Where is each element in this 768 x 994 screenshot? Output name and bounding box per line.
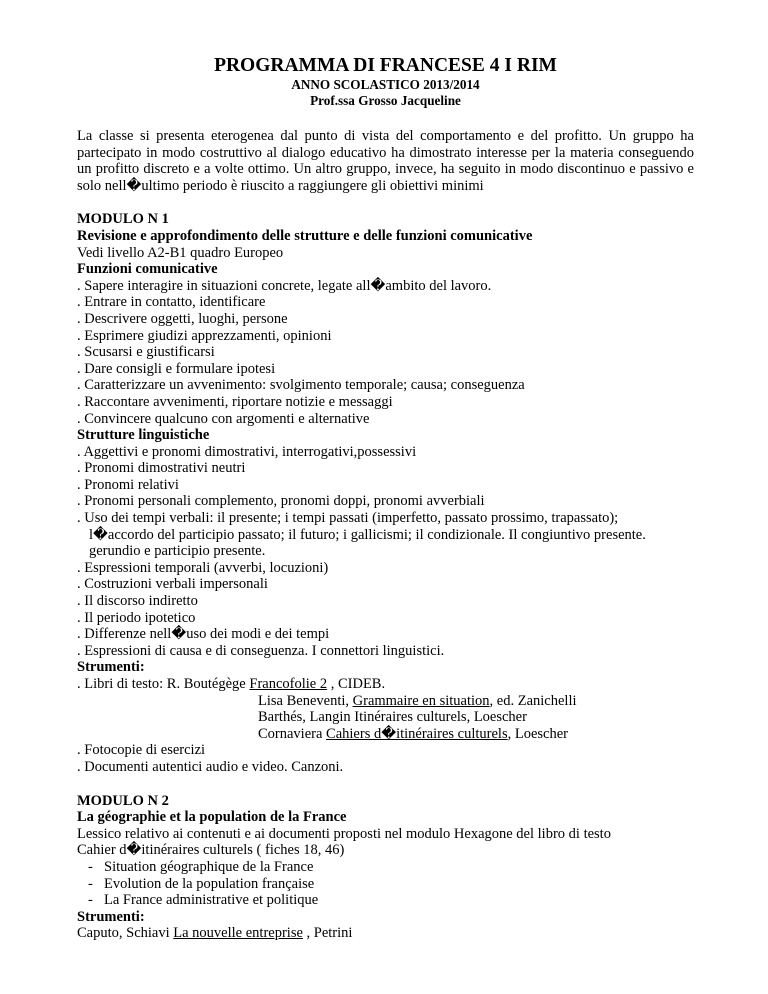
funzioni-list [77, 278, 694, 427]
textbook-entry [77, 925, 694, 942]
module-2-description: Cahier d�itinéraires culturels ( fiches 18, 46) [77, 842, 345, 859]
textbook-prefix: . Libri di testo: R. Boutégège [77, 676, 250, 692]
textbook-author: Barthés, Langin Itinéraires culturels, Loescher [258, 709, 527, 726]
list-item: . Descrivere oggetti, luoghi, persone [77, 310, 288, 327]
topic-text: Evolution de la population française [104, 875, 315, 892]
list-item: . Fotocopie di esercizi [77, 742, 206, 759]
list-item: . Pronomi personali complemento, pronomi doppi, pronomi avverbiali [77, 493, 485, 510]
textbook-entry [77, 726, 694, 743]
textbook-author: Cornaviera [258, 725, 327, 742]
textbook-list [77, 676, 694, 776]
module-1 [77, 211, 694, 775]
list-item: . Entrare in contatto, identificare [77, 294, 266, 311]
textbook-entry [77, 693, 694, 710]
list-item: . Documenti autentici audio e video. Canzoni. [77, 758, 344, 775]
textbook-publisher: , Petrini [302, 925, 353, 942]
dash-bullet: - [88, 892, 93, 909]
strumenti-heading: Strumenti: [77, 659, 145, 676]
topics-list [77, 859, 694, 909]
list-item: . Aggettivi e pronomi dimostrativi, interrogativi,possessivi [77, 443, 417, 460]
list-item: . Il periodo ipotetico [77, 609, 196, 626]
document-title: PROGRAMMA DI FRANCESE 4 I RIM [214, 55, 557, 76]
module-2-heading: MODULO N 2 [77, 792, 169, 809]
topic-text: La France administrative et politique [104, 892, 319, 909]
list-item [77, 892, 694, 909]
list-item [77, 859, 694, 876]
textbook-author: Caputo, Schiavi [77, 925, 174, 942]
textbook-entry [77, 709, 694, 726]
funzioni-heading: Funzioni comunicative [77, 261, 218, 278]
list-item: . Caratterizzare un avvenimento: svolgimento temporale; causa; conseguenza [77, 377, 525, 394]
list-item: . Esprimere giudizi apprezzamenti, opinioni [77, 327, 332, 344]
list-item: . Espressioni di causa e di conseguenza. I connettori linguistici. [77, 642, 445, 659]
module-1-level: Vedi livello A2-B1 quadro Europeo [77, 244, 284, 261]
list-item: . Espressioni temporali (avverbi, locuzioni) [77, 559, 329, 576]
module-1-heading: MODULO N 1 [77, 211, 169, 228]
list-item: . Pronomi dimostrativi neutri [77, 460, 246, 477]
module-2 [77, 793, 694, 942]
strutture-list [77, 444, 694, 660]
topic-text: Situation géographique de la France [104, 858, 314, 875]
strumenti-heading: Strumenti: [77, 908, 145, 925]
textbook-publisher: , ed. Zanichelli [489, 692, 577, 709]
textbook-author: Lisa Beneventi, [258, 692, 353, 709]
dash-bullet: - [88, 875, 93, 892]
list-item [77, 876, 694, 893]
module-2-subheading: La géographie et la population de la France [77, 809, 347, 826]
textbook-publisher: , Loescher [507, 725, 568, 742]
school-year: ANNO SCOLASTICO 2013/2014 [291, 77, 480, 92]
module-1-subheading: Revisione e approfondimento delle strutture e delle funzioni comunicative [77, 227, 533, 244]
textbook-title: Grammaire en situation [352, 692, 490, 709]
textbook-publisher: , CIDEB. [327, 676, 386, 692]
list-item-continuation: l�accordo del participio passato; il futuro; i gallicismi; il condizionale. Il congiuntivo presente. [89, 526, 646, 543]
document-page [77, 55, 694, 942]
list-item: . Convincere qualcuno con argomenti e alternative [77, 410, 370, 427]
list-item: . Pronomi relativi [77, 476, 179, 493]
teacher-name: Prof.ssa Grosso Jacqueline [310, 93, 461, 108]
textbook-title: Cahiers d�itinéraires culturels [326, 725, 508, 742]
module-2-description: Lessico relativo ai contenuti e ai documenti proposti nel modulo Hexagone del libro di testo [77, 825, 611, 842]
textbook-title: Francofolie 2 [249, 676, 328, 692]
intro-paragraph: La classe si presenta eterogenea dal punto di vista del comportamento e del profitto. Un gruppo ha partecipato in modo costruttivo al dialogo educativo ha dimostrato interesse per la materia conseguendo un profitto discreto e a volte ottimo. Un altro gruppo, invece, ha seguito in modo discontinuo e passivo e solo nell�ultimo periodo è riuscito a raggiungere gli obiettivi minimi [77, 128, 694, 194]
textbook-title: La nouvelle entreprise [173, 925, 303, 942]
list-item: . Scusarsi e giustificarsi [77, 344, 215, 361]
list-item: . Uso dei tempi verbali: il presente; i tempi passati (imperfetto, passato prossimo, trapassato); [77, 510, 619, 527]
list-item-continuation: gerundio e participio presente. [89, 543, 266, 560]
list-item: . Dare consigli e formulare ipotesi [77, 360, 276, 377]
textbook-entry [77, 676, 694, 693]
list-item: . Raccontare avvenimenti, riportare notizie e messaggi [77, 393, 393, 410]
list-item: . Sapere interagire in situazioni concrete, legate all�ambito del lavoro. [77, 277, 492, 294]
list-item: . Differenze nell�uso dei modi e dei tempi [77, 626, 330, 643]
strutture-heading: Strutture linguistiche [77, 427, 210, 444]
dash-bullet: - [88, 858, 93, 875]
list-item: . Costruzioni verbali impersonali [77, 576, 268, 593]
list-item: . Il discorso indiretto [77, 593, 198, 610]
